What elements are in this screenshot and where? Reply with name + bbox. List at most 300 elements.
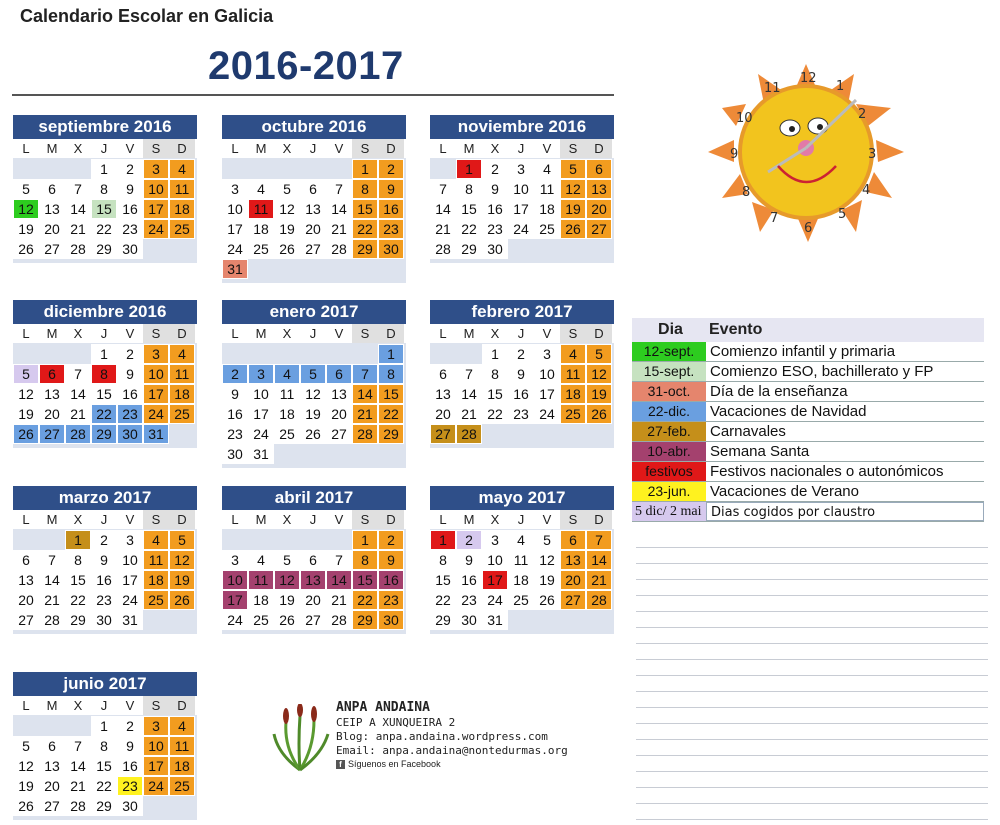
day-cell: 6 xyxy=(39,736,65,756)
day-cell: 30 xyxy=(222,444,248,464)
legend-header-event: Evento xyxy=(709,321,763,338)
day-cell: 10 xyxy=(248,384,274,404)
day-grid xyxy=(430,529,614,634)
day-cell: 1 xyxy=(91,716,117,736)
weekday-label: D xyxy=(378,324,404,343)
empty-cell xyxy=(326,159,352,179)
empty-cell xyxy=(300,159,326,179)
month-title: diciembre 2016 xyxy=(13,300,197,324)
day-cell: 13 xyxy=(39,384,65,404)
month-title: junio 2017 xyxy=(13,672,197,696)
weekday-label: X xyxy=(490,141,500,156)
day-cell: 15 xyxy=(482,384,508,404)
weekday-header xyxy=(13,139,197,158)
day-cell: 22 xyxy=(352,219,378,239)
day-cell: 10 xyxy=(508,179,534,199)
empty-cell xyxy=(39,159,65,179)
day-cell: 19 xyxy=(169,570,195,590)
day-cell: 17 xyxy=(117,570,143,590)
day-cell: 2 xyxy=(117,716,143,736)
day-cell: 14 xyxy=(456,384,482,404)
day-cell: 17 xyxy=(222,219,248,239)
day-cell: 18 xyxy=(169,756,195,776)
empty-cell xyxy=(352,344,378,364)
weekday-label: V xyxy=(334,326,344,341)
weekday-label: X xyxy=(73,141,83,156)
clock-number: 2 xyxy=(858,107,867,122)
legend-event: Día de la enseñanza xyxy=(710,383,848,400)
day-cell: 6 xyxy=(300,550,326,570)
day-grid xyxy=(430,343,614,448)
day-cell: 19 xyxy=(13,776,39,796)
day-cell: 5 xyxy=(274,179,300,199)
page-header: Calendario Escolar en Galicia xyxy=(20,6,274,26)
day-cell: 13 xyxy=(13,570,39,590)
day-cell: 8 xyxy=(65,550,91,570)
day-cell: 11 xyxy=(143,550,169,570)
day-cell: 16 xyxy=(117,384,143,404)
weekday-label: X xyxy=(282,512,292,527)
day-cell: 23 xyxy=(378,219,404,239)
day-cell: 9 xyxy=(482,179,508,199)
day-cell: 22 xyxy=(352,590,378,610)
day-cell: 7 xyxy=(430,179,456,199)
weekday-label: V xyxy=(334,512,344,527)
day-cell: 16 xyxy=(91,570,117,590)
day-cell: 10 xyxy=(222,570,248,590)
day-cell: 3 xyxy=(143,159,169,179)
day-cell: 27 xyxy=(326,424,352,444)
clock-number: 11 xyxy=(764,81,781,96)
day-cell: 20 xyxy=(39,776,65,796)
weekday-label: S xyxy=(143,139,169,158)
day-cell: 28 xyxy=(65,239,91,259)
weekday-label: J xyxy=(309,141,317,156)
day-cell: 29 xyxy=(65,610,91,630)
day-cell: 14 xyxy=(65,199,91,219)
day-cell: 9 xyxy=(508,364,534,384)
month-title: septiembre 2016 xyxy=(13,115,197,139)
day-cell: 19 xyxy=(534,570,560,590)
legend-row xyxy=(632,482,984,502)
weekday-label: L xyxy=(22,698,30,713)
day-cell: 28 xyxy=(65,424,91,444)
day-cell: 7 xyxy=(65,364,91,384)
day-cell: 17 xyxy=(143,756,169,776)
day-grid xyxy=(13,715,197,820)
weekday-header xyxy=(13,696,197,715)
weekday-label: D xyxy=(586,139,612,158)
weekday-label: J xyxy=(309,512,317,527)
day-cell: 16 xyxy=(378,199,404,219)
facebook-link[interactable] xyxy=(336,758,568,770)
day-cell: 15 xyxy=(65,570,91,590)
legend-day: 15-sept. xyxy=(632,362,706,381)
day-cell: 28 xyxy=(326,610,352,630)
day-cell: 11 xyxy=(248,199,274,219)
weekday-label: J xyxy=(100,141,108,156)
day-cell: 24 xyxy=(222,239,248,259)
weekday-label: L xyxy=(231,326,239,341)
day-cell: 21 xyxy=(456,404,482,424)
day-cell: 19 xyxy=(13,219,39,239)
day-cell: 20 xyxy=(326,404,352,424)
day-cell: 22 xyxy=(91,404,117,424)
day-cell: 23 xyxy=(508,404,534,424)
day-cell: 3 xyxy=(508,159,534,179)
day-cell: 31 xyxy=(482,610,508,630)
day-cell: 2 xyxy=(91,530,117,550)
weekday-label: D xyxy=(169,696,195,715)
day-cell: 30 xyxy=(117,796,143,816)
weekday-header xyxy=(430,510,614,529)
day-cell: 18 xyxy=(169,199,195,219)
day-cell: 27 xyxy=(430,424,456,444)
day-cell: 25 xyxy=(169,404,195,424)
weekday-label: L xyxy=(439,141,447,156)
day-cell: 30 xyxy=(91,610,117,630)
day-cell: 23 xyxy=(117,404,143,424)
day-cell: 6 xyxy=(39,364,65,384)
day-cell: 14 xyxy=(586,550,612,570)
month-9 xyxy=(430,486,614,634)
day-cell: 9 xyxy=(91,550,117,570)
weekday-label: L xyxy=(231,512,239,527)
day-cell: 5 xyxy=(274,550,300,570)
day-cell: 8 xyxy=(430,550,456,570)
day-cell: 20 xyxy=(39,404,65,424)
weekday-label: S xyxy=(352,510,378,529)
empty-cell xyxy=(39,344,65,364)
day-cell: 31 xyxy=(117,610,143,630)
anpa-email: Email: anpa.andaina@nontedurmas.org xyxy=(336,744,568,757)
day-cell: 5 xyxy=(169,530,195,550)
empty-cell xyxy=(65,159,91,179)
weekday-label: V xyxy=(542,141,552,156)
day-cell: 11 xyxy=(274,384,300,404)
reed-plant-logo xyxy=(270,704,330,772)
day-cell: 12 xyxy=(13,199,39,219)
day-cell: 1 xyxy=(65,530,91,550)
day-cell: 22 xyxy=(482,404,508,424)
day-cell: 20 xyxy=(560,570,586,590)
day-cell: 25 xyxy=(169,776,195,796)
day-cell: 15 xyxy=(352,570,378,590)
day-cell: 8 xyxy=(456,179,482,199)
day-grid xyxy=(13,529,197,634)
weekday-label: D xyxy=(378,139,404,158)
day-cell: 22 xyxy=(65,590,91,610)
day-cell: 17 xyxy=(248,404,274,424)
weekday-label: D xyxy=(169,139,195,158)
day-cell: 27 xyxy=(300,239,326,259)
day-cell: 10 xyxy=(117,550,143,570)
day-cell: 23 xyxy=(482,219,508,239)
day-cell: 17 xyxy=(143,199,169,219)
day-cell: 22 xyxy=(378,404,404,424)
day-cell: 5 xyxy=(300,364,326,384)
legend-row xyxy=(632,362,984,382)
day-cell: 11 xyxy=(508,550,534,570)
anpa-block xyxy=(270,700,580,780)
day-cell: 6 xyxy=(13,550,39,570)
clock-number: 9 xyxy=(730,147,739,162)
day-cell: 3 xyxy=(143,344,169,364)
day-cell: 1 xyxy=(352,159,378,179)
weekday-label: M xyxy=(463,141,475,156)
day-cell: 10 xyxy=(482,550,508,570)
day-cell: 29 xyxy=(430,610,456,630)
facebook-label: Síguenos en Facebook xyxy=(348,759,441,769)
day-cell: 30 xyxy=(456,610,482,630)
day-cell: 4 xyxy=(508,530,534,550)
weekday-label: S xyxy=(560,324,586,343)
month-title: marzo 2017 xyxy=(13,486,197,510)
day-cell: 19 xyxy=(560,199,586,219)
day-cell: 29 xyxy=(91,239,117,259)
day-cell: 25 xyxy=(169,219,195,239)
day-cell: 30 xyxy=(378,239,404,259)
day-cell: 16 xyxy=(117,199,143,219)
weekday-label: J xyxy=(517,141,525,156)
weekday-label: J xyxy=(100,698,108,713)
day-cell: 23 xyxy=(117,776,143,796)
day-cell: 24 xyxy=(222,610,248,630)
legend-event: Dias cogidos por claustro xyxy=(706,502,984,521)
day-cell: 18 xyxy=(274,404,300,424)
empty-cell xyxy=(13,344,39,364)
weekday-label: L xyxy=(22,141,30,156)
month-title: febrero 2017 xyxy=(430,300,614,324)
day-cell: 5 xyxy=(534,530,560,550)
legend-row-claustro xyxy=(632,502,984,522)
day-cell: 6 xyxy=(300,179,326,199)
day-cell: 19 xyxy=(13,404,39,424)
day-cell: 26 xyxy=(169,590,195,610)
day-cell: 4 xyxy=(143,530,169,550)
day-cell: 18 xyxy=(248,219,274,239)
weekday-label: M xyxy=(463,512,475,527)
day-cell: 25 xyxy=(143,590,169,610)
weekday-label: M xyxy=(255,512,267,527)
day-cell: 12 xyxy=(586,364,612,384)
day-cell: 26 xyxy=(274,610,300,630)
day-cell: 27 xyxy=(300,610,326,630)
day-cell: 16 xyxy=(222,404,248,424)
day-cell: 3 xyxy=(482,530,508,550)
day-cell: 15 xyxy=(91,199,117,219)
day-cell: 5 xyxy=(13,179,39,199)
day-cell: 14 xyxy=(326,570,352,590)
day-cell: 21 xyxy=(326,590,352,610)
day-cell: 30 xyxy=(378,610,404,630)
day-cell: 14 xyxy=(65,756,91,776)
day-cell: 2 xyxy=(482,159,508,179)
weekday-label: S xyxy=(143,696,169,715)
weekday-label: M xyxy=(463,326,475,341)
day-cell: 21 xyxy=(65,404,91,424)
day-cell: 28 xyxy=(586,590,612,610)
facebook-icon: f xyxy=(336,760,345,769)
day-cell: 20 xyxy=(300,590,326,610)
legend-day: 12-sept. xyxy=(632,342,706,361)
weekday-label: X xyxy=(73,326,83,341)
day-cell: 26 xyxy=(300,424,326,444)
day-cell: 3 xyxy=(534,344,560,364)
day-grid xyxy=(13,343,197,448)
day-cell: 24 xyxy=(143,404,169,424)
title-rule xyxy=(12,94,614,96)
month-10 xyxy=(13,672,197,820)
clock-number: 4 xyxy=(862,183,871,198)
day-cell: 12 xyxy=(274,570,300,590)
day-cell: 10 xyxy=(143,179,169,199)
legend-day: 10-abr. xyxy=(632,442,706,461)
month-title: noviembre 2016 xyxy=(430,115,614,139)
day-cell: 8 xyxy=(352,179,378,199)
weekday-label: J xyxy=(100,512,108,527)
day-cell: 14 xyxy=(352,384,378,404)
day-grid xyxy=(222,529,406,634)
day-cell: 5 xyxy=(560,159,586,179)
month-4 xyxy=(13,300,197,448)
day-cell: 20 xyxy=(39,219,65,239)
day-cell: 24 xyxy=(248,424,274,444)
day-cell: 13 xyxy=(300,570,326,590)
anpa-school: CEIP A XUNQUEIRA 2 xyxy=(336,716,456,729)
day-cell: 22 xyxy=(91,776,117,796)
day-cell: 12 xyxy=(560,179,586,199)
day-cell: 1 xyxy=(482,344,508,364)
day-cell: 3 xyxy=(222,550,248,570)
legend-day: 22-dic. xyxy=(632,402,706,421)
day-grid xyxy=(430,158,614,263)
weekday-label: S xyxy=(560,139,586,158)
day-cell: 4 xyxy=(534,159,560,179)
month-2 xyxy=(222,115,406,283)
day-cell: 13 xyxy=(326,384,352,404)
day-cell: 15 xyxy=(91,756,117,776)
empty-cell xyxy=(430,344,456,364)
clock-number: 8 xyxy=(742,185,751,200)
day-cell: 12 xyxy=(13,756,39,776)
day-cell: 5 xyxy=(13,364,39,384)
day-cell: 18 xyxy=(534,199,560,219)
day-cell: 31 xyxy=(248,444,274,464)
day-cell: 29 xyxy=(378,424,404,444)
weekday-label: M xyxy=(255,141,267,156)
day-cell: 11 xyxy=(169,736,195,756)
day-cell: 13 xyxy=(39,199,65,219)
day-cell: 1 xyxy=(352,530,378,550)
day-cell: 10 xyxy=(222,199,248,219)
day-grid xyxy=(222,158,406,283)
day-cell: 28 xyxy=(352,424,378,444)
day-cell: 21 xyxy=(352,404,378,424)
day-cell: 29 xyxy=(352,610,378,630)
weekday-header xyxy=(430,139,614,158)
day-cell: 7 xyxy=(456,364,482,384)
weekday-label: L xyxy=(22,326,30,341)
day-cell: 3 xyxy=(222,179,248,199)
weekday-header xyxy=(13,324,197,343)
legend-day: festivos xyxy=(632,462,706,481)
day-cell: 23 xyxy=(378,590,404,610)
day-cell: 13 xyxy=(300,199,326,219)
empty-cell xyxy=(248,159,274,179)
legend-row xyxy=(632,462,984,482)
day-cell: 23 xyxy=(117,219,143,239)
day-cell: 30 xyxy=(482,239,508,259)
legend-row xyxy=(632,342,984,362)
weekday-label: X xyxy=(282,326,292,341)
day-cell: 28 xyxy=(430,239,456,259)
day-cell: 20 xyxy=(13,590,39,610)
day-cell: 27 xyxy=(39,424,65,444)
day-cell: 25 xyxy=(560,404,586,424)
day-cell: 11 xyxy=(534,179,560,199)
day-cell: 2 xyxy=(456,530,482,550)
empty-cell xyxy=(39,716,65,736)
day-cell: 18 xyxy=(560,384,586,404)
day-cell: 17 xyxy=(143,384,169,404)
day-cell: 12 xyxy=(13,384,39,404)
month-title: abril 2017 xyxy=(222,486,406,510)
weekday-label: V xyxy=(125,512,135,527)
day-cell: 7 xyxy=(326,179,352,199)
notes-lines xyxy=(636,532,988,822)
empty-cell xyxy=(274,344,300,364)
day-cell: 15 xyxy=(91,384,117,404)
weekday-label: V xyxy=(125,698,135,713)
empty-cell xyxy=(65,344,91,364)
day-cell: 9 xyxy=(378,550,404,570)
day-cell: 19 xyxy=(300,404,326,424)
year-title: 2016-2017 xyxy=(208,44,404,88)
empty-cell xyxy=(326,530,352,550)
day-cell: 2 xyxy=(378,530,404,550)
day-cell: 16 xyxy=(456,570,482,590)
day-cell: 4 xyxy=(169,159,195,179)
day-cell: 28 xyxy=(65,796,91,816)
clock-number: 1 xyxy=(836,79,845,94)
day-cell: 1 xyxy=(91,344,117,364)
weekday-label: X xyxy=(282,141,292,156)
day-cell: 7 xyxy=(586,530,612,550)
day-cell: 4 xyxy=(560,344,586,364)
day-cell: 13 xyxy=(430,384,456,404)
empty-cell xyxy=(248,344,274,364)
weekday-label: J xyxy=(100,326,108,341)
day-cell: 27 xyxy=(560,590,586,610)
day-cell: 26 xyxy=(13,796,39,816)
anpa-name: ANPA ANDAINA xyxy=(336,700,430,715)
day-cell: 17 xyxy=(482,570,508,590)
day-cell: 28 xyxy=(326,239,352,259)
day-cell: 11 xyxy=(248,570,274,590)
day-cell: 12 xyxy=(274,199,300,219)
day-cell: 16 xyxy=(508,384,534,404)
day-cell: 19 xyxy=(274,219,300,239)
weekday-label: D xyxy=(169,510,195,529)
day-cell: 9 xyxy=(378,179,404,199)
day-cell: 18 xyxy=(169,384,195,404)
weekday-label: S xyxy=(352,139,378,158)
empty-cell xyxy=(65,716,91,736)
day-cell: 14 xyxy=(430,199,456,219)
weekday-label: J xyxy=(517,512,525,527)
day-cell: 13 xyxy=(39,756,65,776)
